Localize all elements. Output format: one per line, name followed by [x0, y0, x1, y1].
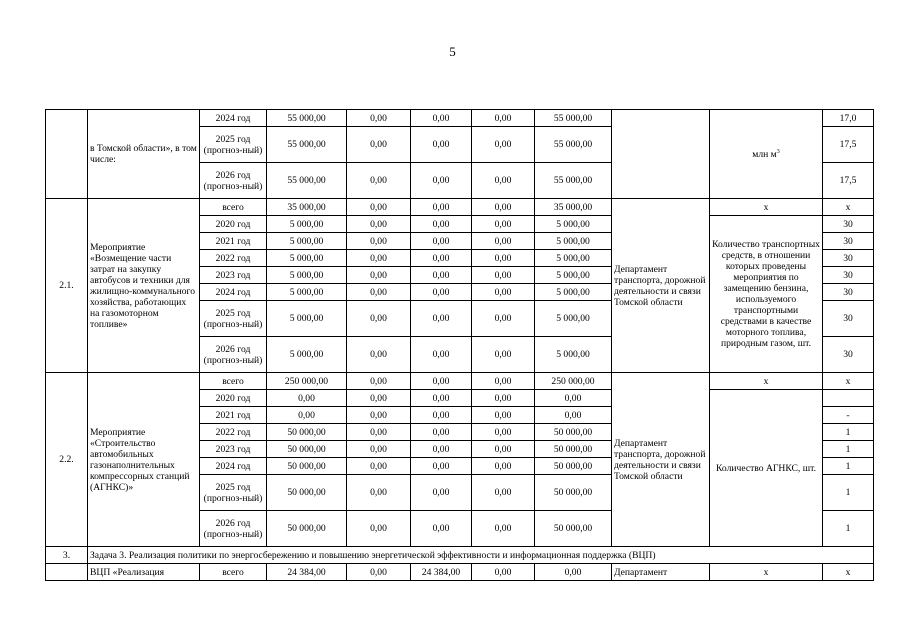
- value-cell: 0,00: [472, 458, 535, 475]
- value-cell: 5 000,00: [535, 267, 612, 284]
- value-cell: 50 000,00: [535, 511, 612, 547]
- table-row: [46, 564, 874, 581]
- value-cell: 0,00: [472, 390, 535, 407]
- year-cell: 2021 год: [200, 233, 267, 250]
- value-cell: 0,00: [347, 424, 411, 441]
- year-cell: 2024 год: [200, 458, 267, 475]
- executor-cell: Департамент транспорта, дорожной деятельности и связи Томской области: [612, 373, 710, 547]
- value-cell: 50 000,00: [267, 475, 347, 511]
- event-name-cell: ВЦП «Реализация: [88, 564, 200, 581]
- value-cell: 0,00: [347, 163, 411, 199]
- executor-cell: Департамент: [612, 564, 710, 581]
- value-cell: 0,00: [411, 163, 472, 199]
- indicator-value-cell: 1: [823, 441, 874, 458]
- value-cell: 0,00: [472, 407, 535, 424]
- value-cell: 5 000,00: [535, 301, 612, 337]
- table-row: [46, 199, 874, 216]
- value-cell: 55 000,00: [535, 127, 612, 163]
- value-cell: 0,00: [411, 424, 472, 441]
- value-cell: 0,00: [347, 110, 411, 127]
- year-cell: 2026 год (прогноз-ный): [200, 163, 267, 199]
- value-cell: 250 000,00: [267, 373, 347, 390]
- indicator-value-cell: 17,5: [823, 127, 874, 163]
- value-cell: 55 000,00: [267, 163, 347, 199]
- value-cell: 50 000,00: [535, 458, 612, 475]
- value-cell: 5 000,00: [535, 216, 612, 233]
- indicator-value-cell: -: [823, 407, 874, 424]
- value-cell: 50 000,00: [267, 511, 347, 547]
- indicator-value-cell: х: [823, 373, 874, 390]
- value-cell: 5 000,00: [267, 250, 347, 267]
- year-cell: 2020 год: [200, 216, 267, 233]
- value-cell: 0,00: [411, 407, 472, 424]
- indicator-value-cell: 1: [823, 424, 874, 441]
- unit-superscript: 3: [776, 148, 780, 155]
- unit-text: млн м: [752, 148, 777, 160]
- value-cell: 0,00: [472, 475, 535, 511]
- value-cell: 0,00: [535, 390, 612, 407]
- value-cell: 0,00: [411, 458, 472, 475]
- value-cell: 5 000,00: [267, 284, 347, 301]
- value-cell: 0,00: [347, 373, 411, 390]
- value-cell: 0,00: [472, 441, 535, 458]
- value-cell: 0,00: [411, 199, 472, 216]
- year-cell: всего: [200, 564, 267, 581]
- value-cell: 55 000,00: [267, 127, 347, 163]
- executor-cell: [612, 110, 710, 199]
- value-cell: 0,00: [472, 373, 535, 390]
- value-cell: 5 000,00: [267, 337, 347, 373]
- value-cell: 0,00: [472, 564, 535, 581]
- value-cell: 0,00: [347, 233, 411, 250]
- value-cell: 5 000,00: [535, 337, 612, 373]
- value-cell: 0,00: [472, 301, 535, 337]
- value-cell: 5 000,00: [267, 301, 347, 337]
- indicator-name-cell: Количество АГНКС, шт.: [710, 390, 823, 547]
- value-cell: 0,00: [411, 267, 472, 284]
- row-number-cell: [46, 564, 88, 581]
- value-cell: 0,00: [472, 233, 535, 250]
- value-cell: 0,00: [347, 458, 411, 475]
- indicator-value-cell: 30: [823, 216, 874, 233]
- year-cell: всего: [200, 199, 267, 216]
- value-cell: 0,00: [472, 424, 535, 441]
- indicator-name-cell: Количество транспортных средств, в отношении которых проведены мероприятия по замещению бензина, используемого транспортными средствами в качестве моторного топлива, природным газом, шт.: [710, 216, 823, 373]
- indicator-value-cell: 17,5: [823, 163, 874, 199]
- value-cell: 0,00: [411, 475, 472, 511]
- value-cell: 0,00: [347, 337, 411, 373]
- indicator-value-cell: 1: [823, 458, 874, 475]
- year-cell: 2021 год: [200, 407, 267, 424]
- indicator-value-cell: [823, 390, 874, 407]
- value-cell: 0,00: [347, 511, 411, 547]
- year-cell: 2024 год: [200, 110, 267, 127]
- year-cell: 2025 год (прогноз-ный): [200, 127, 267, 163]
- value-cell: 0,00: [347, 199, 411, 216]
- indicator-value-cell: 30: [823, 284, 874, 301]
- value-cell: 0,00: [411, 511, 472, 547]
- value-cell: 0,00: [347, 284, 411, 301]
- value-cell: 5 000,00: [267, 216, 347, 233]
- value-cell: 0,00: [411, 337, 472, 373]
- value-cell: 0,00: [472, 250, 535, 267]
- value-cell: 0,00: [411, 441, 472, 458]
- indicator-value-cell: х: [823, 199, 874, 216]
- value-cell: 0,00: [472, 511, 535, 547]
- value-cell: 5 000,00: [267, 267, 347, 284]
- table-row: [46, 547, 874, 564]
- unit-cell: [710, 110, 823, 199]
- value-cell: 250 000,00: [535, 373, 612, 390]
- event-name-cell: Мероприятие «Строительство автомобильных газонаполнительных компрессорных станций (АГНКС)»: [88, 373, 200, 547]
- value-cell: 0,00: [411, 301, 472, 337]
- value-cell: 0,00: [347, 564, 411, 581]
- value-cell: 0,00: [411, 390, 472, 407]
- year-cell: 2023 год: [200, 441, 267, 458]
- value-cell: 55 000,00: [535, 163, 612, 199]
- indicator-value-cell: 30: [823, 233, 874, 250]
- program-table: [45, 109, 874, 581]
- value-cell: 24 384,00: [411, 564, 472, 581]
- unit-cell: х: [710, 199, 823, 216]
- table-row: [46, 110, 874, 127]
- indicator-value-cell: 1: [823, 511, 874, 547]
- value-cell: 0,00: [472, 337, 535, 373]
- value-cell: 55 000,00: [535, 110, 612, 127]
- value-cell: 0,00: [472, 284, 535, 301]
- indicator-value-cell: 30: [823, 267, 874, 284]
- value-cell: 5 000,00: [535, 284, 612, 301]
- value-cell: 0,00: [472, 267, 535, 284]
- value-cell: 50 000,00: [535, 424, 612, 441]
- year-cell: 2022 год: [200, 424, 267, 441]
- value-cell: 0,00: [347, 475, 411, 511]
- year-cell: 2022 год: [200, 250, 267, 267]
- value-cell: 0,00: [411, 127, 472, 163]
- row-number-cell: 2.1.: [46, 199, 88, 373]
- value-cell: 0,00: [411, 250, 472, 267]
- year-cell: 2026 год (прогноз-ный): [200, 337, 267, 373]
- indicator-value-cell: 17,0: [823, 110, 874, 127]
- value-cell: 0,00: [472, 110, 535, 127]
- event-name-cell: в Томской области», в том числе:: [88, 110, 200, 199]
- value-cell: 50 000,00: [267, 424, 347, 441]
- indicator-value-cell: 30: [823, 337, 874, 373]
- value-cell: 5 000,00: [535, 233, 612, 250]
- year-cell: всего: [200, 373, 267, 390]
- year-cell: 2025 год (прогноз-ный): [200, 301, 267, 337]
- value-cell: 35 000,00: [535, 199, 612, 216]
- executor-cell: Департамент транспорта, дорожной деятельности и связи Томской области: [612, 199, 710, 373]
- indicator-value-cell: 1: [823, 475, 874, 511]
- value-cell: 0,00: [347, 441, 411, 458]
- value-cell: 0,00: [472, 127, 535, 163]
- value-cell: 0,00: [472, 199, 535, 216]
- value-cell: 0,00: [411, 373, 472, 390]
- value-cell: 0,00: [347, 127, 411, 163]
- value-cell: 0,00: [535, 564, 612, 581]
- row-number-cell: [46, 110, 88, 199]
- value-cell: 0,00: [347, 407, 411, 424]
- indicator-value-cell: х: [823, 564, 874, 581]
- value-cell: 0,00: [535, 407, 612, 424]
- indicator-value-cell: 30: [823, 250, 874, 267]
- value-cell: 0,00: [347, 301, 411, 337]
- value-cell: 0,00: [347, 390, 411, 407]
- table-row: [46, 373, 874, 390]
- row-number-cell: 2.2.: [46, 373, 88, 547]
- unit-cell: х: [710, 564, 823, 581]
- value-cell: 5 000,00: [267, 233, 347, 250]
- indicator-value-cell: 30: [823, 301, 874, 337]
- value-cell: 50 000,00: [267, 458, 347, 475]
- value-cell: 50 000,00: [535, 441, 612, 458]
- value-cell: 0,00: [411, 216, 472, 233]
- year-cell: 2023 год: [200, 267, 267, 284]
- task-title-cell: Задача 3. Реализация политики по энергосбережению и повышению энергетической эффективности и информационная поддержка (ВЦП): [88, 547, 874, 564]
- value-cell: 0,00: [267, 407, 347, 424]
- event-name-cell: Мероприятие «Возмещение части затрат на закупку автобусов и техники для жилищно-коммунального хозяйства, работающих на газомоторном топливе»: [88, 199, 200, 373]
- value-cell: 0,00: [472, 163, 535, 199]
- value-cell: 0,00: [347, 267, 411, 284]
- value-cell: 24 384,00: [267, 564, 347, 581]
- year-cell: 2024 год: [200, 284, 267, 301]
- value-cell: 50 000,00: [535, 475, 612, 511]
- value-cell: 0,00: [411, 233, 472, 250]
- value-cell: 55 000,00: [267, 110, 347, 127]
- value-cell: 0,00: [347, 250, 411, 267]
- unit-cell: х: [710, 373, 823, 390]
- value-cell: 35 000,00: [267, 199, 347, 216]
- year-cell: 2020 год: [200, 390, 267, 407]
- value-cell: 0,00: [267, 390, 347, 407]
- value-cell: 0,00: [411, 110, 472, 127]
- value-cell: 5 000,00: [535, 250, 612, 267]
- year-cell: 2025 год (прогноз-ный): [200, 475, 267, 511]
- value-cell: 0,00: [411, 284, 472, 301]
- year-cell: 2026 год (прогноз-ный): [200, 511, 267, 547]
- value-cell: 0,00: [472, 216, 535, 233]
- value-cell: 50 000,00: [267, 441, 347, 458]
- row-number-cell: 3.: [46, 547, 88, 564]
- value-cell: 0,00: [347, 216, 411, 233]
- page-number: 5: [449, 44, 456, 59]
